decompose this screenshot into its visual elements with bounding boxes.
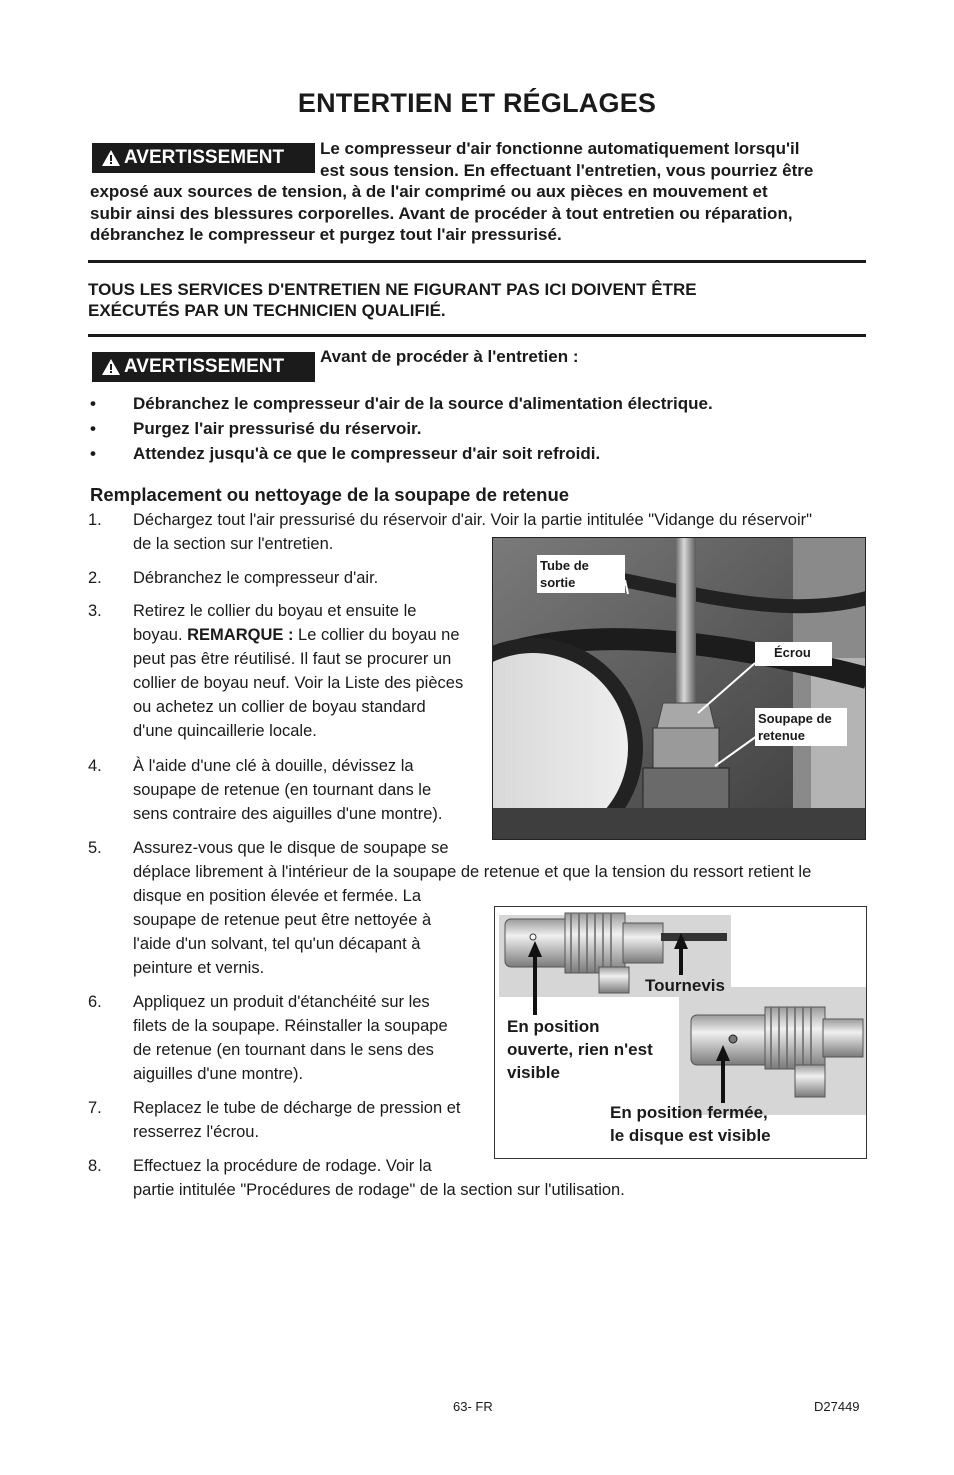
label-outlet-tube: Tube de sortie	[537, 555, 625, 593]
precaution-list	[90, 393, 870, 468]
remark-label: REMARQUE :	[187, 626, 294, 644]
divider-2	[88, 334, 866, 337]
bullet-marker: •	[90, 419, 96, 438]
warning1-line1: Le compresseur d'air fonctionne automatiquement lorsqu'il	[320, 139, 800, 158]
valve-position-diagram	[494, 906, 867, 1159]
warning1-line5: débranchez le compresseur et purgez tout l'air pressurisé.	[90, 225, 562, 244]
page-title: ENTERTIEN ET RÉGLAGES	[297, 88, 657, 118]
warning2-text: Avant de procéder à l'entretien :	[320, 347, 579, 366]
bullet-marker: •	[90, 444, 96, 463]
document-code: D27449	[814, 1399, 860, 1414]
label-screwdriver: Tournevis	[645, 976, 725, 995]
warning-badge-1	[92, 143, 315, 173]
list-item: • Débranchez le compresseur d'air de la source d'alimentation électrique.	[90, 394, 713, 413]
notice-line2: EXÉCUTÉS PAR UN TECHNICIEN QUALIFIÉ.	[88, 301, 446, 320]
label-closed-position: En position fermée, le disque est visible	[610, 1103, 771, 1145]
warning-triangle-icon	[102, 359, 120, 375]
section-heading: Remplacement ou nettoyage de la soupape de retenue	[90, 484, 570, 505]
notice-line1: TOUS LES SERVICES D'ENTRETIEN NE FIGURANT PAS ICI DOIVENT ÊTRE	[88, 280, 697, 299]
warning-triangle-icon	[102, 150, 120, 166]
check-valve-photo	[492, 537, 866, 840]
page-number: 63- FR	[453, 1399, 493, 1414]
label-open-position: En position ouverte, rien n'est visible	[507, 1017, 653, 1082]
label-nut: Écrou	[755, 642, 832, 666]
warning-badge-label: AVERTISSEMENT	[124, 356, 285, 377]
bullet-marker: •	[90, 394, 96, 413]
warning1-line4: subir ainsi des blessures corporelles. Avant de procéder à tout entretien ou réparation,	[90, 204, 793, 223]
label-check-valve: Soupape de retenue	[755, 708, 847, 746]
list-item: • Purgez l'air pressurisé du réservoir.	[90, 419, 422, 438]
warning-badge-label: AVERTISSEMENT	[124, 147, 285, 168]
divider-1	[88, 260, 866, 263]
warning-badge-2	[92, 352, 315, 382]
warning1-line3: exposé aux sources de tension, à de l'air comprimé ou aux pièces en mouvement et	[90, 182, 768, 201]
warning1-line2: est sous tension. En effectuant l'entretien, vous pourriez être	[320, 161, 814, 180]
list-item: • Attendez jusqu'à ce que le compresseur d'air soit refroidi.	[90, 444, 601, 463]
